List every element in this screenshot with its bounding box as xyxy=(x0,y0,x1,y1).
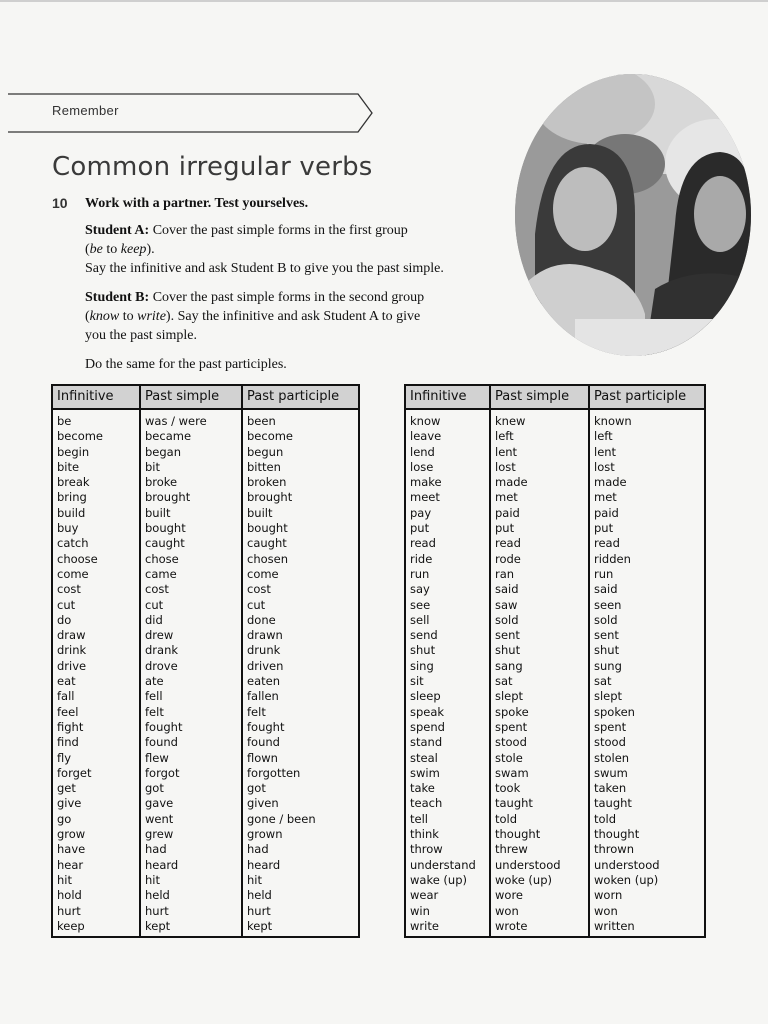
photo-two-girls xyxy=(515,74,751,356)
verb-form: became xyxy=(145,429,192,444)
verb-form: hurt xyxy=(247,903,271,918)
verb-form: have xyxy=(57,842,86,857)
verb-form: run xyxy=(410,566,430,581)
verb-form: gave xyxy=(145,796,174,811)
verb-form: brought xyxy=(145,490,191,505)
verb-form: fell xyxy=(145,689,163,704)
verb-form: chosen xyxy=(247,551,289,566)
verb-form: held xyxy=(247,888,272,903)
verb-form: draw xyxy=(57,628,86,643)
verb-form: break xyxy=(57,475,90,490)
group1-infinitive-column xyxy=(52,409,140,937)
verb-form: fight xyxy=(57,719,84,734)
verb-form: knew xyxy=(495,414,526,428)
verb-form: made xyxy=(594,475,627,490)
verb-form: hit xyxy=(57,872,72,887)
remember-banner xyxy=(8,92,378,134)
verb-form: sat xyxy=(594,674,612,689)
verb-form: lost xyxy=(594,459,615,474)
verb-form: read xyxy=(410,536,436,551)
verb-form: been xyxy=(247,414,276,428)
verb-form: sent xyxy=(495,628,520,643)
verb-form: come xyxy=(57,566,89,581)
verb-form: say xyxy=(410,582,430,597)
verb-form: feel xyxy=(57,704,79,719)
verb-form: bought xyxy=(145,521,186,536)
student-a-line3: Say the infinitive and ask Student B to give you the past simple. xyxy=(85,261,444,276)
verb-form: put xyxy=(495,521,515,536)
verb-form: said xyxy=(594,582,618,597)
verb-form: began xyxy=(145,444,182,459)
verb-form: broken xyxy=(247,475,287,490)
banner-label: Remember xyxy=(52,103,119,118)
verb-form: was / were xyxy=(145,414,207,428)
group1-past-participle-column xyxy=(242,409,359,937)
verb-form: kept xyxy=(145,918,171,933)
verb-form: know xyxy=(410,414,441,428)
verb-form: spoken xyxy=(594,704,635,719)
verb-form: worn xyxy=(594,888,623,903)
verb-form: made xyxy=(495,475,528,490)
verb-form: woke (up) xyxy=(495,872,552,887)
verb-form: hear xyxy=(57,857,84,872)
verb-form: shut xyxy=(594,643,620,658)
verb-form: stolen xyxy=(594,750,630,765)
verb-form: ate xyxy=(145,674,164,689)
verb-form: kept xyxy=(247,918,273,933)
verb-form: be xyxy=(57,414,72,428)
student-a-line1: Cover the past simple forms in the first group xyxy=(149,223,408,238)
verb-form: built xyxy=(247,505,273,520)
verb-form: caught xyxy=(247,536,287,551)
verb-form: felt xyxy=(247,704,266,719)
verb-form: hold xyxy=(57,888,82,903)
verb-form: ran xyxy=(495,566,515,581)
verb-form: built xyxy=(145,505,171,520)
top-rule xyxy=(0,0,768,2)
verb-form: hit xyxy=(247,872,262,887)
verb-form: see xyxy=(410,597,431,612)
student-b-range-close: ). Say the infinitive and ask Student A to give xyxy=(165,309,421,324)
verb-form: hit xyxy=(145,872,160,887)
verb-form: bring xyxy=(57,490,87,505)
verb-form: forgotten xyxy=(247,765,301,780)
student-b-line1: Cover the past simple forms in the second group xyxy=(149,290,425,305)
verb-form: lend xyxy=(410,444,435,459)
verb-form: begun xyxy=(247,444,284,459)
student-a-instructions: Student A: Cover the past simple forms in the first group (be to keep). Say the infinitive and ask Student B to give you the past simple. xyxy=(85,221,515,278)
closing-instruction: Do the same for the past participles. xyxy=(85,357,287,372)
verb-form: heard xyxy=(145,857,179,872)
verb-table-group-2 xyxy=(404,384,706,938)
verb-form: cut xyxy=(57,597,76,612)
header-past-simple: Past simple xyxy=(140,385,242,409)
verb-form: sleep xyxy=(410,689,441,704)
verb-form: taught xyxy=(594,796,632,811)
verb-form: swim xyxy=(410,765,440,780)
verb-form: had xyxy=(145,842,167,857)
verb-form: forgot xyxy=(145,765,180,780)
verb-form: caught xyxy=(145,536,185,551)
verb-form: build xyxy=(57,505,86,520)
verb-form: said xyxy=(495,582,519,597)
exercise-number: 10 xyxy=(52,195,68,211)
group2-past-participle-column xyxy=(589,409,705,937)
verb-form: win xyxy=(410,903,430,918)
verb-form: drew xyxy=(145,628,174,643)
verb-form: took xyxy=(495,781,521,796)
verb-form: understand xyxy=(410,857,476,872)
verb-form: bit xyxy=(145,459,161,474)
student-a-range-mid: to xyxy=(102,242,121,257)
verb-form: wear xyxy=(410,888,439,903)
verb-form: grew xyxy=(145,827,174,842)
verb-form: shut xyxy=(410,643,436,658)
verb-form: lost xyxy=(495,459,516,474)
verb-form: cut xyxy=(145,597,164,612)
verb-form: paid xyxy=(495,505,520,520)
student-a-range-from: be xyxy=(89,242,103,257)
exercise-heading-text: Work with a partner. Test yourselves. xyxy=(85,196,309,211)
verb-form: did xyxy=(145,612,163,627)
verb-form: sang xyxy=(495,658,523,673)
verb-form: slept xyxy=(594,689,623,704)
verb-form: thought xyxy=(594,827,640,842)
verb-form: pay xyxy=(410,505,432,520)
verb-form: stood xyxy=(594,735,626,750)
verb-form: steal xyxy=(410,750,438,765)
verb-form: cut xyxy=(247,597,266,612)
verb-form: felt xyxy=(145,704,164,719)
verb-form: ridden xyxy=(594,551,631,566)
verb-form: gone / been xyxy=(247,811,316,826)
verb-form: send xyxy=(410,628,438,643)
verb-form: won xyxy=(594,903,618,918)
verb-form: make xyxy=(410,475,442,490)
verb-form: think xyxy=(410,827,439,842)
verb-form: found xyxy=(145,735,178,750)
verb-form: swam xyxy=(495,765,529,780)
header-infinitive: Infinitive xyxy=(52,385,140,409)
verb-form: wore xyxy=(495,888,523,903)
student-b-range-to: write xyxy=(137,309,166,324)
verb-form: fought xyxy=(145,719,183,734)
verb-form: heard xyxy=(247,857,281,872)
header-past-participle: Past participle xyxy=(242,385,359,409)
verb-form: given xyxy=(247,796,279,811)
verb-form: come xyxy=(247,566,279,581)
verb-form: begin xyxy=(57,444,90,459)
verb-form: driven xyxy=(247,658,284,673)
verb-form: written xyxy=(594,918,635,933)
header-past-participle: Past participle xyxy=(589,385,705,409)
verb-form: drove xyxy=(145,658,178,673)
verb-form: stood xyxy=(495,735,527,750)
verb-form: become xyxy=(247,429,294,444)
verb-form: stand xyxy=(410,735,443,750)
verb-form: drunk xyxy=(247,643,281,658)
verb-form: left xyxy=(594,429,613,444)
verb-form: sent xyxy=(594,628,619,643)
verb-form: done xyxy=(247,612,276,627)
verb-form: lent xyxy=(594,444,617,459)
page-title: Common irregular verbs xyxy=(52,152,373,182)
verb-form: told xyxy=(594,811,617,826)
verb-form: spend xyxy=(410,719,445,734)
verb-form: left xyxy=(495,429,514,444)
verb-form: understood xyxy=(495,857,561,872)
verb-form: stole xyxy=(495,750,523,765)
verb-form: had xyxy=(247,842,269,857)
verb-form: sit xyxy=(410,674,424,689)
verb-form: flown xyxy=(247,750,278,765)
verb-form: spent xyxy=(594,719,627,734)
verb-form: give xyxy=(57,796,82,811)
verb-form: choose xyxy=(57,551,98,566)
verb-form: got xyxy=(145,781,164,796)
verb-form: fought xyxy=(247,719,285,734)
verb-form: sold xyxy=(594,612,618,627)
verb-form: brought xyxy=(247,490,293,505)
verb-form: thrown xyxy=(594,842,635,857)
verb-form: thought xyxy=(495,827,541,842)
verb-form: flew xyxy=(145,750,169,765)
verb-form: grow xyxy=(57,827,86,842)
verb-form: understood xyxy=(594,857,660,872)
verb-form: leave xyxy=(410,429,442,444)
verb-form: bought xyxy=(247,521,288,536)
verb-form: sing xyxy=(410,658,434,673)
verb-table-group-1 xyxy=(51,384,360,938)
verb-form: become xyxy=(57,429,104,444)
verb-form: fly xyxy=(57,750,72,765)
verb-form: came xyxy=(145,566,177,581)
verb-form: eat xyxy=(57,674,76,689)
verb-form: seen xyxy=(594,597,622,612)
verb-form: rode xyxy=(495,551,521,566)
verb-form: sold xyxy=(495,612,519,627)
verb-form: told xyxy=(495,811,518,826)
verb-form: bite xyxy=(57,459,80,474)
student-b-label: Student B: xyxy=(85,290,150,305)
verb-form: catch xyxy=(57,536,89,551)
verb-form: shut xyxy=(495,643,521,658)
verb-form: cost xyxy=(247,582,271,597)
verb-form: throw xyxy=(410,842,443,857)
verb-form: sell xyxy=(410,612,430,627)
verb-form: forget xyxy=(57,765,92,780)
verb-form: taught xyxy=(495,796,533,811)
student-b-range-from: know xyxy=(89,309,120,324)
verb-form: paid xyxy=(594,505,619,520)
verb-form: lose xyxy=(410,459,434,474)
verb-form: sat xyxy=(495,674,513,689)
verb-form: teach xyxy=(410,796,443,811)
student-b-range-mid: to xyxy=(119,309,138,324)
student-a-range-to: keep xyxy=(120,242,147,257)
verb-form: lent xyxy=(495,444,518,459)
verb-form: put xyxy=(410,521,430,536)
verb-form: wake (up) xyxy=(410,872,467,887)
verb-form: take xyxy=(410,781,435,796)
verb-form: sung xyxy=(594,658,622,673)
verb-form: do xyxy=(57,612,72,627)
verb-form: drawn xyxy=(247,628,283,643)
verb-form: cost xyxy=(145,582,169,597)
verb-form: taken xyxy=(594,781,627,796)
verb-form: run xyxy=(594,566,614,581)
verb-form: met xyxy=(495,490,518,505)
verb-form: buy xyxy=(57,521,79,536)
verb-form: read xyxy=(594,536,620,551)
verb-form: hurt xyxy=(145,903,169,918)
student-b-line3: you the past simple. xyxy=(85,328,197,343)
verb-form: eaten xyxy=(247,674,280,689)
verb-form: swum xyxy=(594,765,628,780)
verb-form: found xyxy=(247,735,280,750)
verb-form: spent xyxy=(495,719,528,734)
verb-form: broke xyxy=(145,475,178,490)
verb-form: hurt xyxy=(57,903,81,918)
verb-form: speak xyxy=(410,704,445,719)
student-b-instructions: Student B: Cover the past simple forms in the second group (know to write). Say the infinitive and ask Student A to give you the past simple. xyxy=(85,288,515,345)
verb-form: chose xyxy=(145,551,179,566)
photo-illustration xyxy=(515,74,751,356)
verb-form: won xyxy=(495,903,519,918)
verb-form: write xyxy=(410,918,439,933)
verb-form: find xyxy=(57,735,79,750)
verb-form: keep xyxy=(57,918,85,933)
verb-form: threw xyxy=(495,842,528,857)
student-a-label: Student A: xyxy=(85,223,150,238)
group2-infinitive-column xyxy=(405,409,490,937)
group1-past-simple-column xyxy=(140,409,242,937)
verb-form: drank xyxy=(145,643,179,658)
verb-form: go xyxy=(57,811,72,826)
verb-form: put xyxy=(594,521,614,536)
verb-form: met xyxy=(594,490,617,505)
header-infinitive: Infinitive xyxy=(405,385,490,409)
verb-form: held xyxy=(145,888,170,903)
verb-form: wrote xyxy=(495,918,528,933)
verb-form: fallen xyxy=(247,689,279,704)
verb-form: cost xyxy=(57,582,81,597)
verb-form: get xyxy=(57,781,76,796)
verb-form: read xyxy=(495,536,521,551)
header-past-simple: Past simple xyxy=(490,385,589,409)
verb-form: grown xyxy=(247,827,283,842)
verb-form: drive xyxy=(57,658,87,673)
verb-form: ride xyxy=(410,551,433,566)
verb-form: known xyxy=(594,414,632,428)
group2-past-simple-column xyxy=(490,409,589,937)
verb-form: bitten xyxy=(247,459,281,474)
verb-form: tell xyxy=(410,811,428,826)
exercise-heading xyxy=(85,194,515,213)
verb-form: got xyxy=(247,781,266,796)
verb-form: fall xyxy=(57,689,75,704)
verb-form: saw xyxy=(495,597,518,612)
verb-form: went xyxy=(145,811,174,826)
verb-form: slept xyxy=(495,689,524,704)
verb-form: meet xyxy=(410,490,440,505)
student-a-range-close: ). xyxy=(146,242,155,257)
verb-form: spoke xyxy=(495,704,529,719)
verb-form: drink xyxy=(57,643,87,658)
verb-form: woken (up) xyxy=(594,872,659,887)
